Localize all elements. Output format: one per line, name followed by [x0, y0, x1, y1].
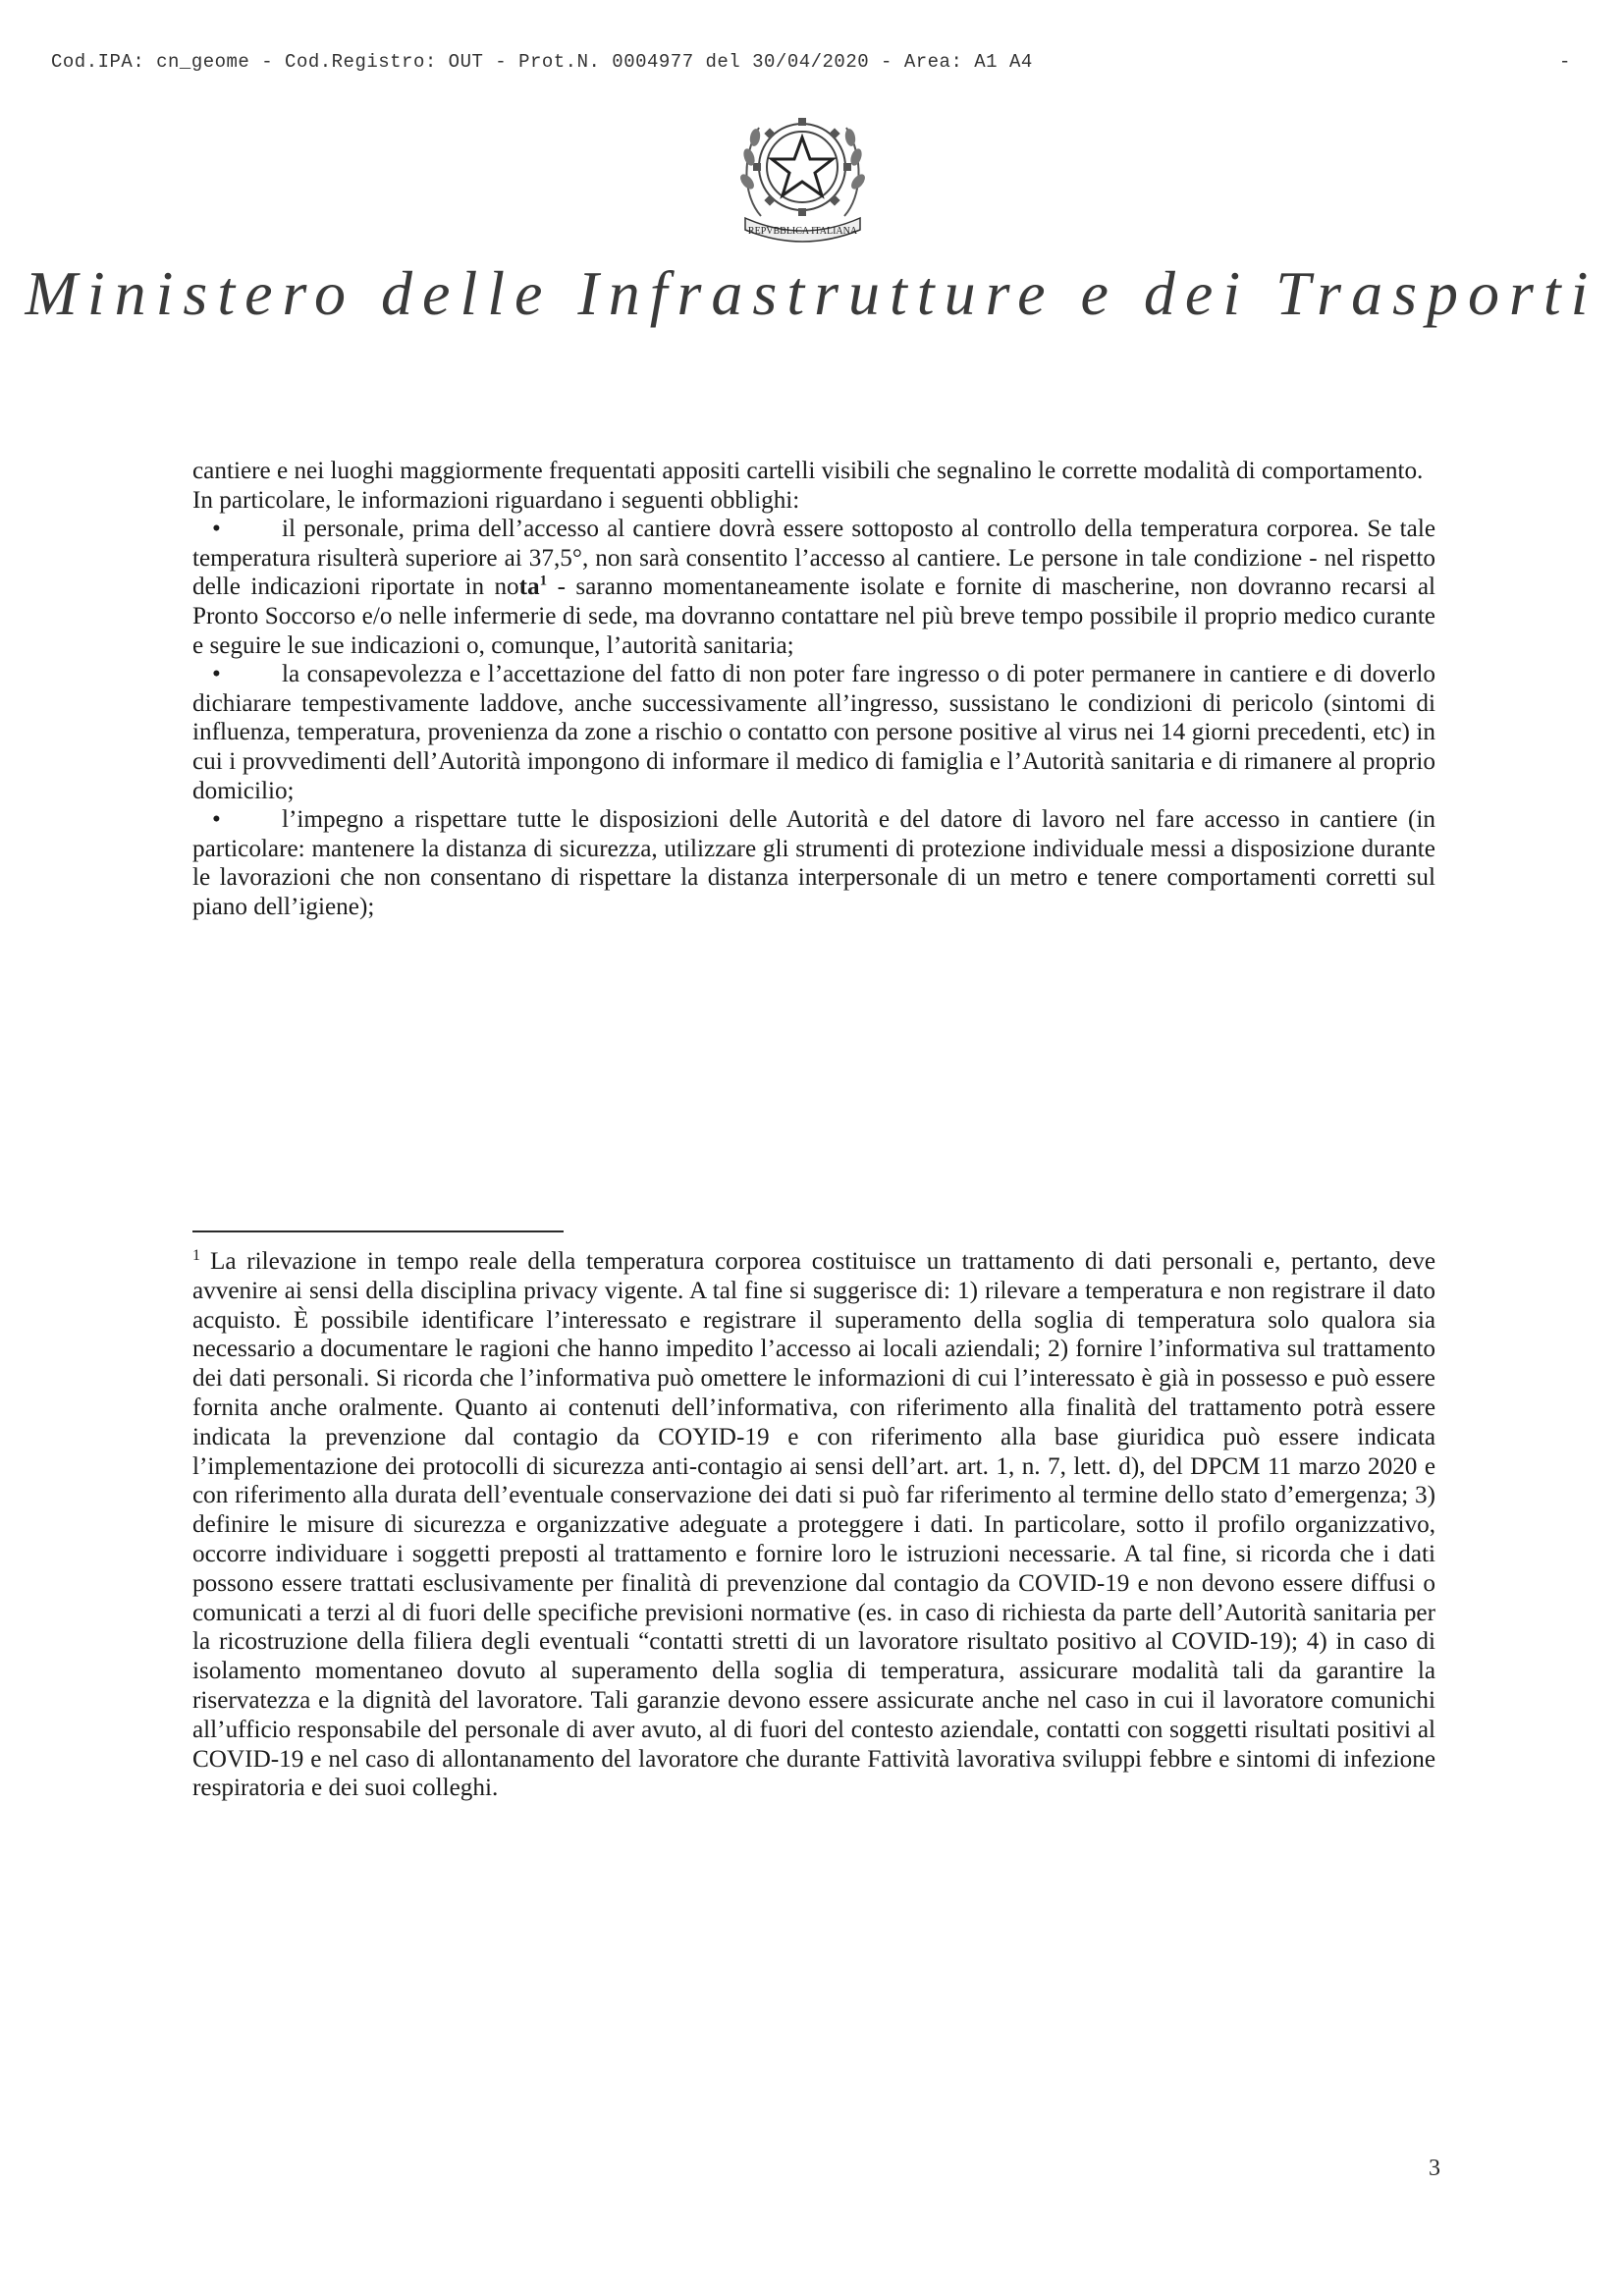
body-text — [192, 457, 1435, 922]
bullet-mark: • — [212, 516, 221, 543]
ministry-name: Ministero delle Infrastrutture e dei Trasporti — [25, 258, 1598, 328]
bullet-item-temperature — [192, 515, 1435, 660]
emblem-ribbon-text: REPVBBLICA ITALIANA — [747, 226, 858, 237]
bullet-mark: • — [212, 661, 221, 688]
footnote-reference[interactable]: 1 — [539, 573, 548, 589]
italian-republic-emblem-icon — [731, 98, 874, 244]
bullet3-text: l’impegno a rispettare tutte le disposizioni delle Autorità e del datore di lavoro nel fare accesso in cantiere (in particolare: mantenere la distanza di sicurezza, utilizzare gli strumenti di protezione individuale messi a disposizione durante le lavorazioni che non consentano di rispettare la distanza interpersonale di un metro e tenere comportamenti corretti sul piano dell’igiene); — [192, 806, 1435, 920]
bullet1-note-bold: ta — [518, 574, 540, 601]
bullet-mark: • — [212, 806, 221, 834]
protocol-stamp: Cod.IPA: cn_geome - Cod.Registro: OUT - Prot.N. 0004977 del 30/04/2020 - Area: A1 A4 — [51, 51, 1033, 73]
bullet-item-commitment — [192, 805, 1435, 921]
footnote-marker: 1 — [192, 1246, 200, 1264]
bullet1-text-end: - saranno momentaneamente isolate e fornite di mascherine, non dovranno recarsi al Pronto Soccorso e/o nelle infermerie di sede, ma dovranno contattare nel più breve tempo possibile il proprio medico curante e seguire le sue indicazioni o, comunque, l’autorità sanitaria; — [192, 574, 1436, 659]
bullet1-text-start: il personale, prima dell’accesso al cantiere dovrà essere sottoposto al controllo della temperatura corporea. Se tale temperatura risulterà superiore ai 37,5°, non sarà consentito l’accesso al cantiere. Le persone in tale condizione - nel rispetto delle indicazioni riportate in no — [192, 516, 1435, 601]
stamp-dash: - — [1559, 51, 1571, 73]
footnote — [192, 1247, 1435, 1803]
footnote-text: La rilevazione in tempo reale della temperatura corporea costituisce un trattamento di dati personali e, pertanto, deve avvenire ai sensi della disciplina privacy vigente. A tal fine si suggerisce di: 1) rilevare a temperatura e non registrare il dato acquisto. È possibile identificare l’interessato e registrare il superamento della soglia di temperatura solo qualora sia necessario a documentare le ragioni che hanno impedito l’accesso ai locali aziendali; 2) fornire l’informativa sul trattamento dei dati personali. Si ricorda che l’informativa può omettere le informazioni di cui l’interessato è già in possesso e può essere fornita anche oralmente. Quanto ai contenuti dell’informativa, con riferimento alla finalità del trattamento potrà essere indicata la prevenzione dal contagio da COYID-19 e con riferimento alla base giuridica può essere indicata l’implementazione dei protocolli di sicurezza anti-contagio ai sensi dell’art. art. 1, n. 7, lett. d), del DPCM 11 marzo 2020 e con riferimento alla durata dell’eventuale conservazione dei dati si può far riferimento al termine dello stato d’emergenza; 3) definire le misure di sicurezza e organizzative adeguate a proteggere i dati. In particolare, sotto il profilo organizzativo, occorre individuare i soggetti preposti al trattamento e fornire loro le istruzioni necessarie. A tal fine, si ricorda che i dati possono essere trattati esclusivamente per finalità di prevenzione dal contagio da COVID-19 e non devono essere diffusi o comunicati a terzi al di fuori delle specifiche previsioni normative (es. in caso di richiesta da parte dell’Autorità sanitaria per la ricostruzione della filiera degli eventuali “contatti stretti di un lavoratore risultato positivo al COVID-19); 4) in caso di isolamento momentaneo dovuto al superamento della soglia di temperatura, assicurare modalità tali da garantire la riservatezza e la dignità del lavoratore. Tali garanzie devono essere assicurate anche nel caso in cui il lavoratore comunichi all’ufficio responsabile del personale di aver avuto, al di fuori del contesto aziendale, contatti con soggetti risultati positivi al COVID-19 e nel caso di allontanamento del lavoratore che durante Fattività lavorativa sviluppi febbre e sintomi di infezione respiratoria e dei suoi colleghi. — [192, 1248, 1435, 1802]
footnote-divider — [192, 1230, 564, 1232]
bullet-item-awareness — [192, 660, 1435, 805]
obligations-lead: In particolare, le informazioni riguardano i seguenti obblighi: — [192, 486, 800, 514]
page-number: 3 — [1429, 2156, 1440, 2181]
intro-paragraph: cantiere e nei luoghi maggiormente frequentati appositi cartelli visibili che segnalino le corrette modalità di comportamento. — [192, 458, 1424, 484]
bullet2-text: la consapevolezza e l’accettazione del fatto di non poter fare ingresso o di poter permanere in cantiere e di doverlo dichiarare tempestivamente laddove, anche successivamente all’ingresso, sussistano le condizioni di pericolo (sintomi di influenza, temperatura, provenienza da zone a rischio o contatto con persone positive al virus nei 14 giorni precedenti, etc) in cui i provvedimenti dell’Autorità impongono di informare il medico di famiglia e l’Autorità sanitaria e di rimanere al proprio domicilio; — [192, 661, 1435, 804]
